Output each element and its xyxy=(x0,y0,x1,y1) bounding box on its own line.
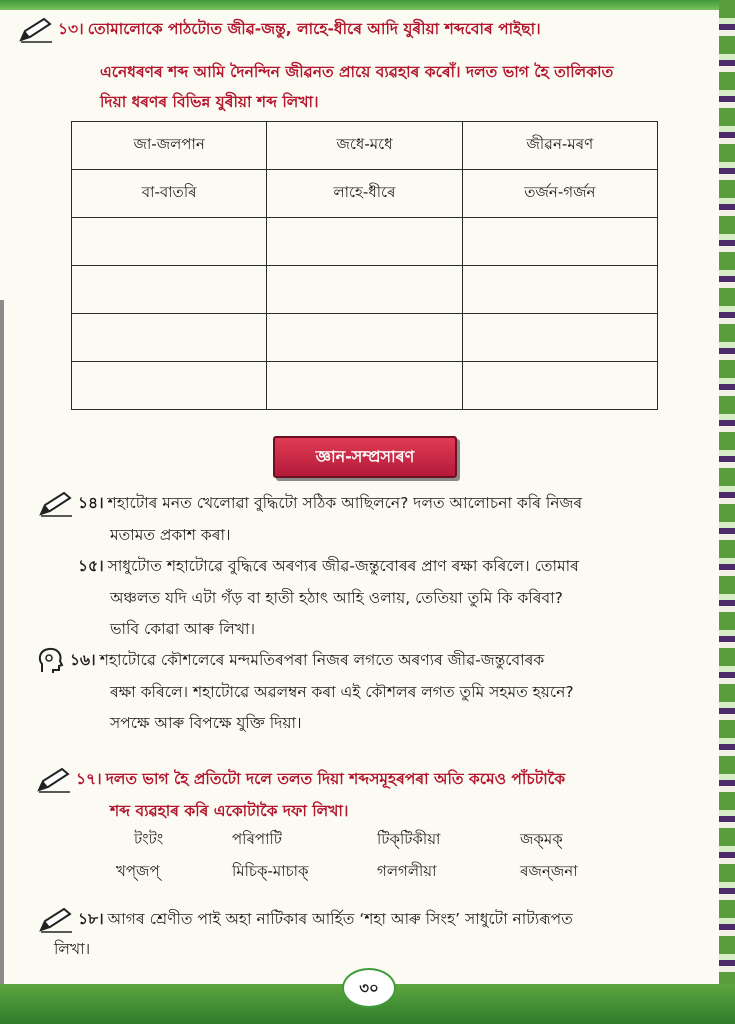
question-number: ১৩। xyxy=(58,20,84,38)
left-edge-line xyxy=(0,300,4,1020)
word-item: টংটং xyxy=(134,830,164,848)
question-13-line-3: দিয়া ধৰণৰ বিভিন্ন যুৰীয়া শব্দ লিখা। xyxy=(100,93,319,111)
question-15 xyxy=(78,551,718,582)
word-item: খপ্‌জপ্ xyxy=(116,862,160,880)
table-cell: জীৱন-মৰণ xyxy=(462,122,657,170)
table-cell: জধে-মধে xyxy=(267,122,462,170)
table-cell xyxy=(267,266,462,314)
table-cell xyxy=(462,266,657,314)
table-cell xyxy=(462,218,657,266)
question-text: শহাটোৱে কৌশলেৰে মন্দমতিৰপৰা নিজৰ লগতে অৰণ্যৰ জীৱ-জন্তুবোৰক xyxy=(99,651,545,669)
table-cell: তৰ্জন-গৰ্জন xyxy=(462,170,657,218)
word-item: গলগলীয়া xyxy=(377,862,437,880)
page-number: ৩০ xyxy=(342,968,396,1008)
table-cell: বা-বাতৰি xyxy=(72,170,267,218)
question-14-line-2: মতামত প্ৰকাশ কৰা। xyxy=(110,526,231,544)
table-row xyxy=(72,122,658,170)
table-cell xyxy=(72,362,267,410)
word-item: মিচিক্‌-মাচাক্ xyxy=(232,862,309,880)
table-cell xyxy=(462,362,657,410)
word-item: ৰজন্‌জনা xyxy=(520,862,578,880)
table-cell xyxy=(72,218,267,266)
table-cell: জা-জলপান xyxy=(72,122,267,170)
question-17-line-2: শব্দ ব্যৱহাৰ কৰি একোটাকৈ দফা লিখা। xyxy=(110,802,349,820)
table-cell xyxy=(267,362,462,410)
table-row xyxy=(72,266,658,314)
pencil-icon xyxy=(38,907,74,933)
question-15-line-3: ভাবি কোৱা আৰু লিখা। xyxy=(110,620,256,638)
table-cell xyxy=(267,218,462,266)
top-border xyxy=(0,0,735,10)
question-text: শহাটোৰ মনত খেলোৱা বুদ্ধিটো সঠিক আছিলনে? দলত আলোচনা কৰি নিজৰ xyxy=(107,494,583,512)
question-number: ১৬। xyxy=(70,651,96,669)
question-number: ১৮। xyxy=(78,910,104,928)
thinking-head-icon xyxy=(36,646,66,676)
question-text: আগৰ শ্ৰেণীত পাই অহা নাটিকাৰ আৰ্হিত ‘শহা আৰু সিংহ’ সাধুটো নাট্যৰূপত xyxy=(107,910,573,928)
table-cell xyxy=(267,314,462,362)
section-badge: জ্ঞান-সম্প্ৰসাৰণ xyxy=(273,436,457,478)
table-cell xyxy=(72,314,267,362)
table-cell xyxy=(72,266,267,314)
question-text: তোমালোকে পাঠটোত জীৱ-জন্তু, লাহে-ধীৰে আদি যুৰীয়া শব্দবোৰ পাইছা। xyxy=(87,20,541,38)
table-row xyxy=(72,218,658,266)
decorative-right-border xyxy=(719,0,735,1024)
question-18 xyxy=(38,904,718,935)
question-16-line-2: ৰক্ষা কৰিলে। শহাটোৱে অৱলম্বন কৰা এই কৌশলৰ লগত তুমি সহমত হয়নে? xyxy=(110,683,574,701)
question-16-line-3: সপক্ষে আৰু বিপক্ষে যুক্তি দিয়া। xyxy=(110,714,302,732)
question-13 xyxy=(18,14,718,45)
word-item: জক্‌মক্ xyxy=(520,830,563,848)
word-item: টিক্‌টিকীয়া xyxy=(377,830,441,848)
question-14 xyxy=(38,488,718,519)
question-number: ১৫। xyxy=(78,557,104,575)
paired-words-table xyxy=(71,121,658,410)
question-number: ১৪। xyxy=(78,494,104,512)
table-row xyxy=(72,170,658,218)
question-13-line-2: এনেধৰণৰ শব্দ আমি দৈনন্দিন জীৱনত প্ৰায়ে ব্যৱহাৰ কৰোঁ। দলত ভাগ হৈ তালিকাত xyxy=(100,63,614,81)
table-row xyxy=(72,314,658,362)
pencil-icon xyxy=(36,767,72,793)
pencil-icon xyxy=(38,491,74,517)
question-15-line-2: অঞ্চলত যদি এটা গঁড় বা হাতী হঠাৎ আহি ওলায়, তেতিয়া তুমি কি কৰিবা? xyxy=(110,589,563,607)
question-number: ১৭। xyxy=(76,770,102,788)
question-text: সাধুটোত শহাটোৱে বুদ্ধিৰে অৰণ্যৰ জীৱ-জন্তুবোৰৰ প্ৰাণ ৰক্ষা কৰিলে। তোমাৰ xyxy=(107,557,579,575)
question-16 xyxy=(36,645,718,676)
pencil-icon xyxy=(18,17,54,43)
table-cell: লাহে-ধীৰে xyxy=(267,170,462,218)
question-17 xyxy=(36,764,718,795)
word-item: পৰিপাটি xyxy=(232,830,282,848)
table-row xyxy=(72,362,658,410)
question-18-line-2: লিখা। xyxy=(54,940,91,958)
question-text: দলত ভাগ হৈ প্ৰতিটো দলে তলত দিয়া শব্দসমূহৰপৰা অতি কমেও পাঁচটাকৈ xyxy=(105,770,566,788)
table-cell xyxy=(462,314,657,362)
